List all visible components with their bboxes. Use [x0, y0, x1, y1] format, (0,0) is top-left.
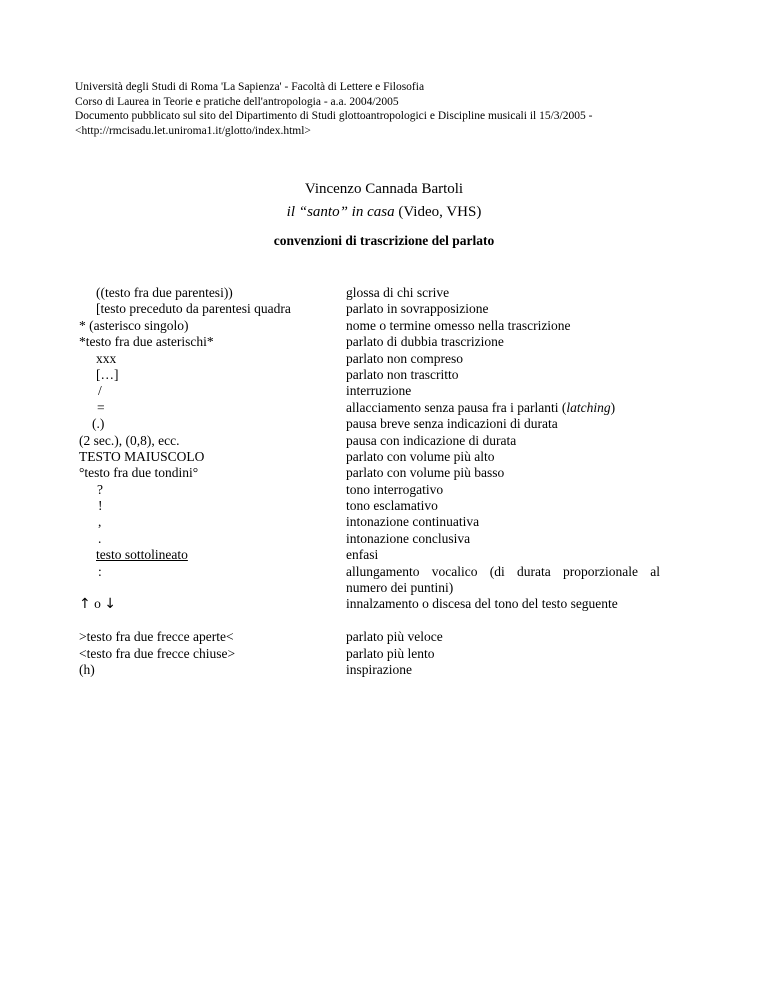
row-description: innalzamento o discesa del tono del testo seguente [346, 596, 618, 612]
author-name: Vincenzo Cannada Bartoli [304, 181, 464, 197]
row-symbol: […] [96, 366, 119, 382]
row-symbol: / [98, 383, 102, 399]
row-symbol: [testo preceduto da parentesi quadra [96, 301, 291, 317]
row-symbol: : [98, 563, 102, 579]
row-description [346, 400, 660, 416]
section-title: convenzioni di trascrizione del parlato [273, 233, 495, 248]
row-description: allungamento vocalico (di durata proporzionale al numero dei puntini) [346, 563, 660, 596]
row-symbol: °testo fra due tondini° [79, 465, 199, 481]
row-symbol: xxx [96, 350, 117, 366]
row-symbol: ? [97, 481, 103, 497]
row-symbol: TESTO MAIUSCOLO [79, 448, 205, 464]
document-header [75, 80, 592, 138]
row-symbol-connector: o [90, 596, 105, 612]
row-description: tono interrogativo [346, 481, 444, 497]
row-description: pausa breve senza indicazioni di durata [346, 416, 558, 432]
row-symbol: testo sottolineato [96, 547, 188, 563]
header-line-course: Corso di Laurea in Teorie e pratiche dell'antropologia - a.a. 2004/2005 [75, 95, 399, 108]
row-description: parlato più veloce [346, 629, 443, 645]
header-line-publication: Documento pubblicato sul sito del Dipartimento di Studi glottoantropologici e Discipline musicali il 15/3/2005 - [75, 110, 593, 123]
row-description: parlato con volume più alto [346, 448, 495, 464]
header-line-university: Università degli Studi di Roma 'La Sapienza' - Facoltà di Lettere e Filosofia [75, 81, 425, 93]
row-symbol: (.) [92, 416, 105, 432]
row-description: inspirazione [346, 662, 412, 678]
row-description: nome o termine omesso nella trascrizione [346, 317, 571, 333]
row-symbol: >testo fra due frecce aperte< [79, 629, 234, 645]
row-description: parlato in sovrapposizione [346, 301, 489, 317]
row-description: tono esclamativo [346, 498, 438, 514]
author-block [0, 178, 768, 224]
arrow-up-icon: ↑ [79, 596, 91, 613]
row-symbol: *testo fra due asterischi* [79, 334, 214, 350]
row-description: intonazione conclusiva [346, 530, 471, 546]
row-description: glossa di chi scrive [346, 285, 450, 300]
row-symbol: ! [98, 498, 103, 514]
work-title-italic: il “santo” in casa [286, 204, 395, 220]
row-symbol: ((testo fra due parentesi)) [96, 285, 233, 300]
row-description: pausa con indicazione di durata [346, 432, 517, 448]
row-symbol: * (asterisco singolo) [79, 317, 189, 333]
work-title-rest: (Video, VHS) [394, 204, 482, 220]
row-symbol: . [98, 530, 102, 546]
row-description: parlato di dubbia trascrizione [346, 334, 504, 350]
row-symbol: (h) [79, 662, 95, 678]
row-description: enfasi [346, 547, 379, 563]
row-description: parlato non trascritto [346, 366, 459, 382]
row-description-part: allacciamento senza pausa fra i parlanti ( [346, 399, 567, 415]
row-description-italic: latching [566, 399, 611, 415]
row-symbol: , [98, 514, 102, 530]
work-title [0, 201, 768, 224]
row-symbol: <testo fra due frecce chiuse> [79, 645, 236, 661]
arrow-down-icon: ↓ [104, 596, 116, 613]
row-description: interruzione [346, 383, 412, 399]
row-symbol: (2 sec.), (0,8), ecc. [79, 432, 180, 448]
row-description: parlato non compreso [346, 350, 463, 366]
row-description: parlato con volume più basso [346, 465, 505, 481]
row-description: parlato più lento [346, 645, 435, 661]
row-symbol [79, 596, 116, 612]
row-description-part: ) [610, 399, 616, 415]
row-symbol: = [97, 399, 105, 415]
row-description: intonazione continuativa [346, 514, 480, 530]
header-line-url: <http://rmcisadu.let.uniroma1.it/glotto/index.html> [75, 124, 311, 137]
